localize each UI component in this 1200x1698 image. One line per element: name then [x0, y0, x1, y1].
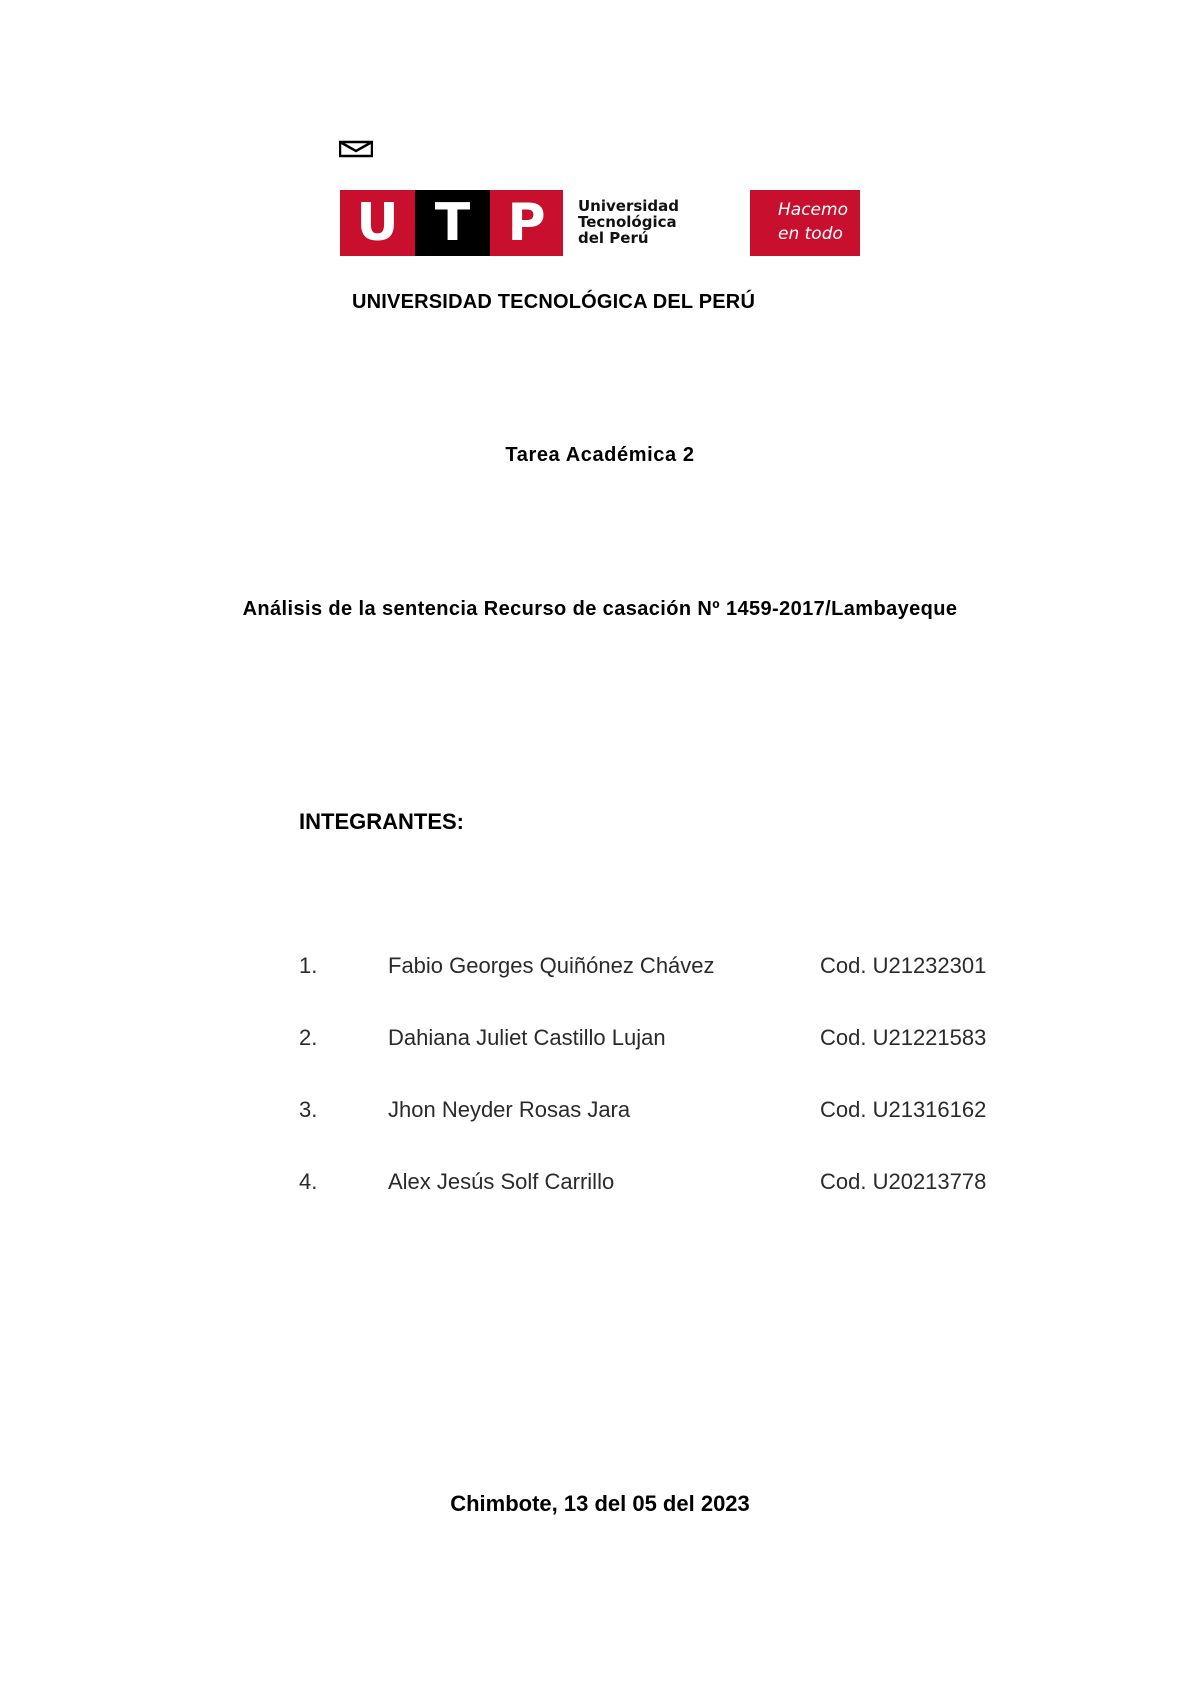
- assignment-subject: Análisis de la sentencia Recurso de casación Nº 1459-2017/Lambayeque: [242, 598, 958, 620]
- member-number: 1.: [299, 953, 318, 978]
- logo-name-line: del Perú: [578, 229, 649, 247]
- envelope-icon: [339, 140, 373, 158]
- logo-name-line: Universidad: [578, 197, 680, 215]
- logo-slogan-line: en todo: [778, 224, 843, 244]
- university-title: UNIVERSIDAD TECNOLÓGICA DEL PERÚ: [352, 291, 756, 313]
- utp-logo: [340, 190, 860, 256]
- logo-university-name: [578, 198, 708, 246]
- member-row: [0, 1097, 1200, 1127]
- members-heading: INTEGRANTES:: [299, 809, 464, 834]
- logo-letter-p: P: [490, 190, 563, 256]
- member-row: [0, 1169, 1200, 1199]
- member-code: Cod. U20213778: [820, 1169, 987, 1194]
- logo-letter-t: T: [415, 190, 490, 256]
- member-name: Fabio Georges Quiñónez Chávez: [388, 953, 715, 978]
- assignment-title: Tarea Académica 2: [505, 444, 695, 466]
- member-number: 4.: [299, 1169, 318, 1194]
- logo-name-line: Tecnológica: [578, 213, 677, 231]
- member-name: Dahiana Juliet Castillo Lujan: [388, 1025, 666, 1050]
- member-name: Alex Jesús Solf Carrillo: [388, 1169, 615, 1194]
- member-code: Cod. U21232301: [820, 953, 987, 978]
- logo-letter-u: U: [340, 190, 415, 256]
- logo-slogan-banner: [750, 190, 860, 256]
- member-row: [0, 1025, 1200, 1055]
- member-row: [0, 953, 1200, 983]
- member-number: 2.: [299, 1025, 318, 1050]
- place-and-date: Chimbote, 13 del 05 del 2023: [450, 1491, 750, 1516]
- member-name: Jhon Neyder Rosas Jara: [388, 1097, 631, 1122]
- logo-slogan-line: Hacemo: [778, 200, 848, 220]
- member-code: Cod. U21221583: [820, 1025, 987, 1050]
- member-number: 3.: [299, 1097, 318, 1122]
- member-code: Cod. U21316162: [820, 1097, 987, 1122]
